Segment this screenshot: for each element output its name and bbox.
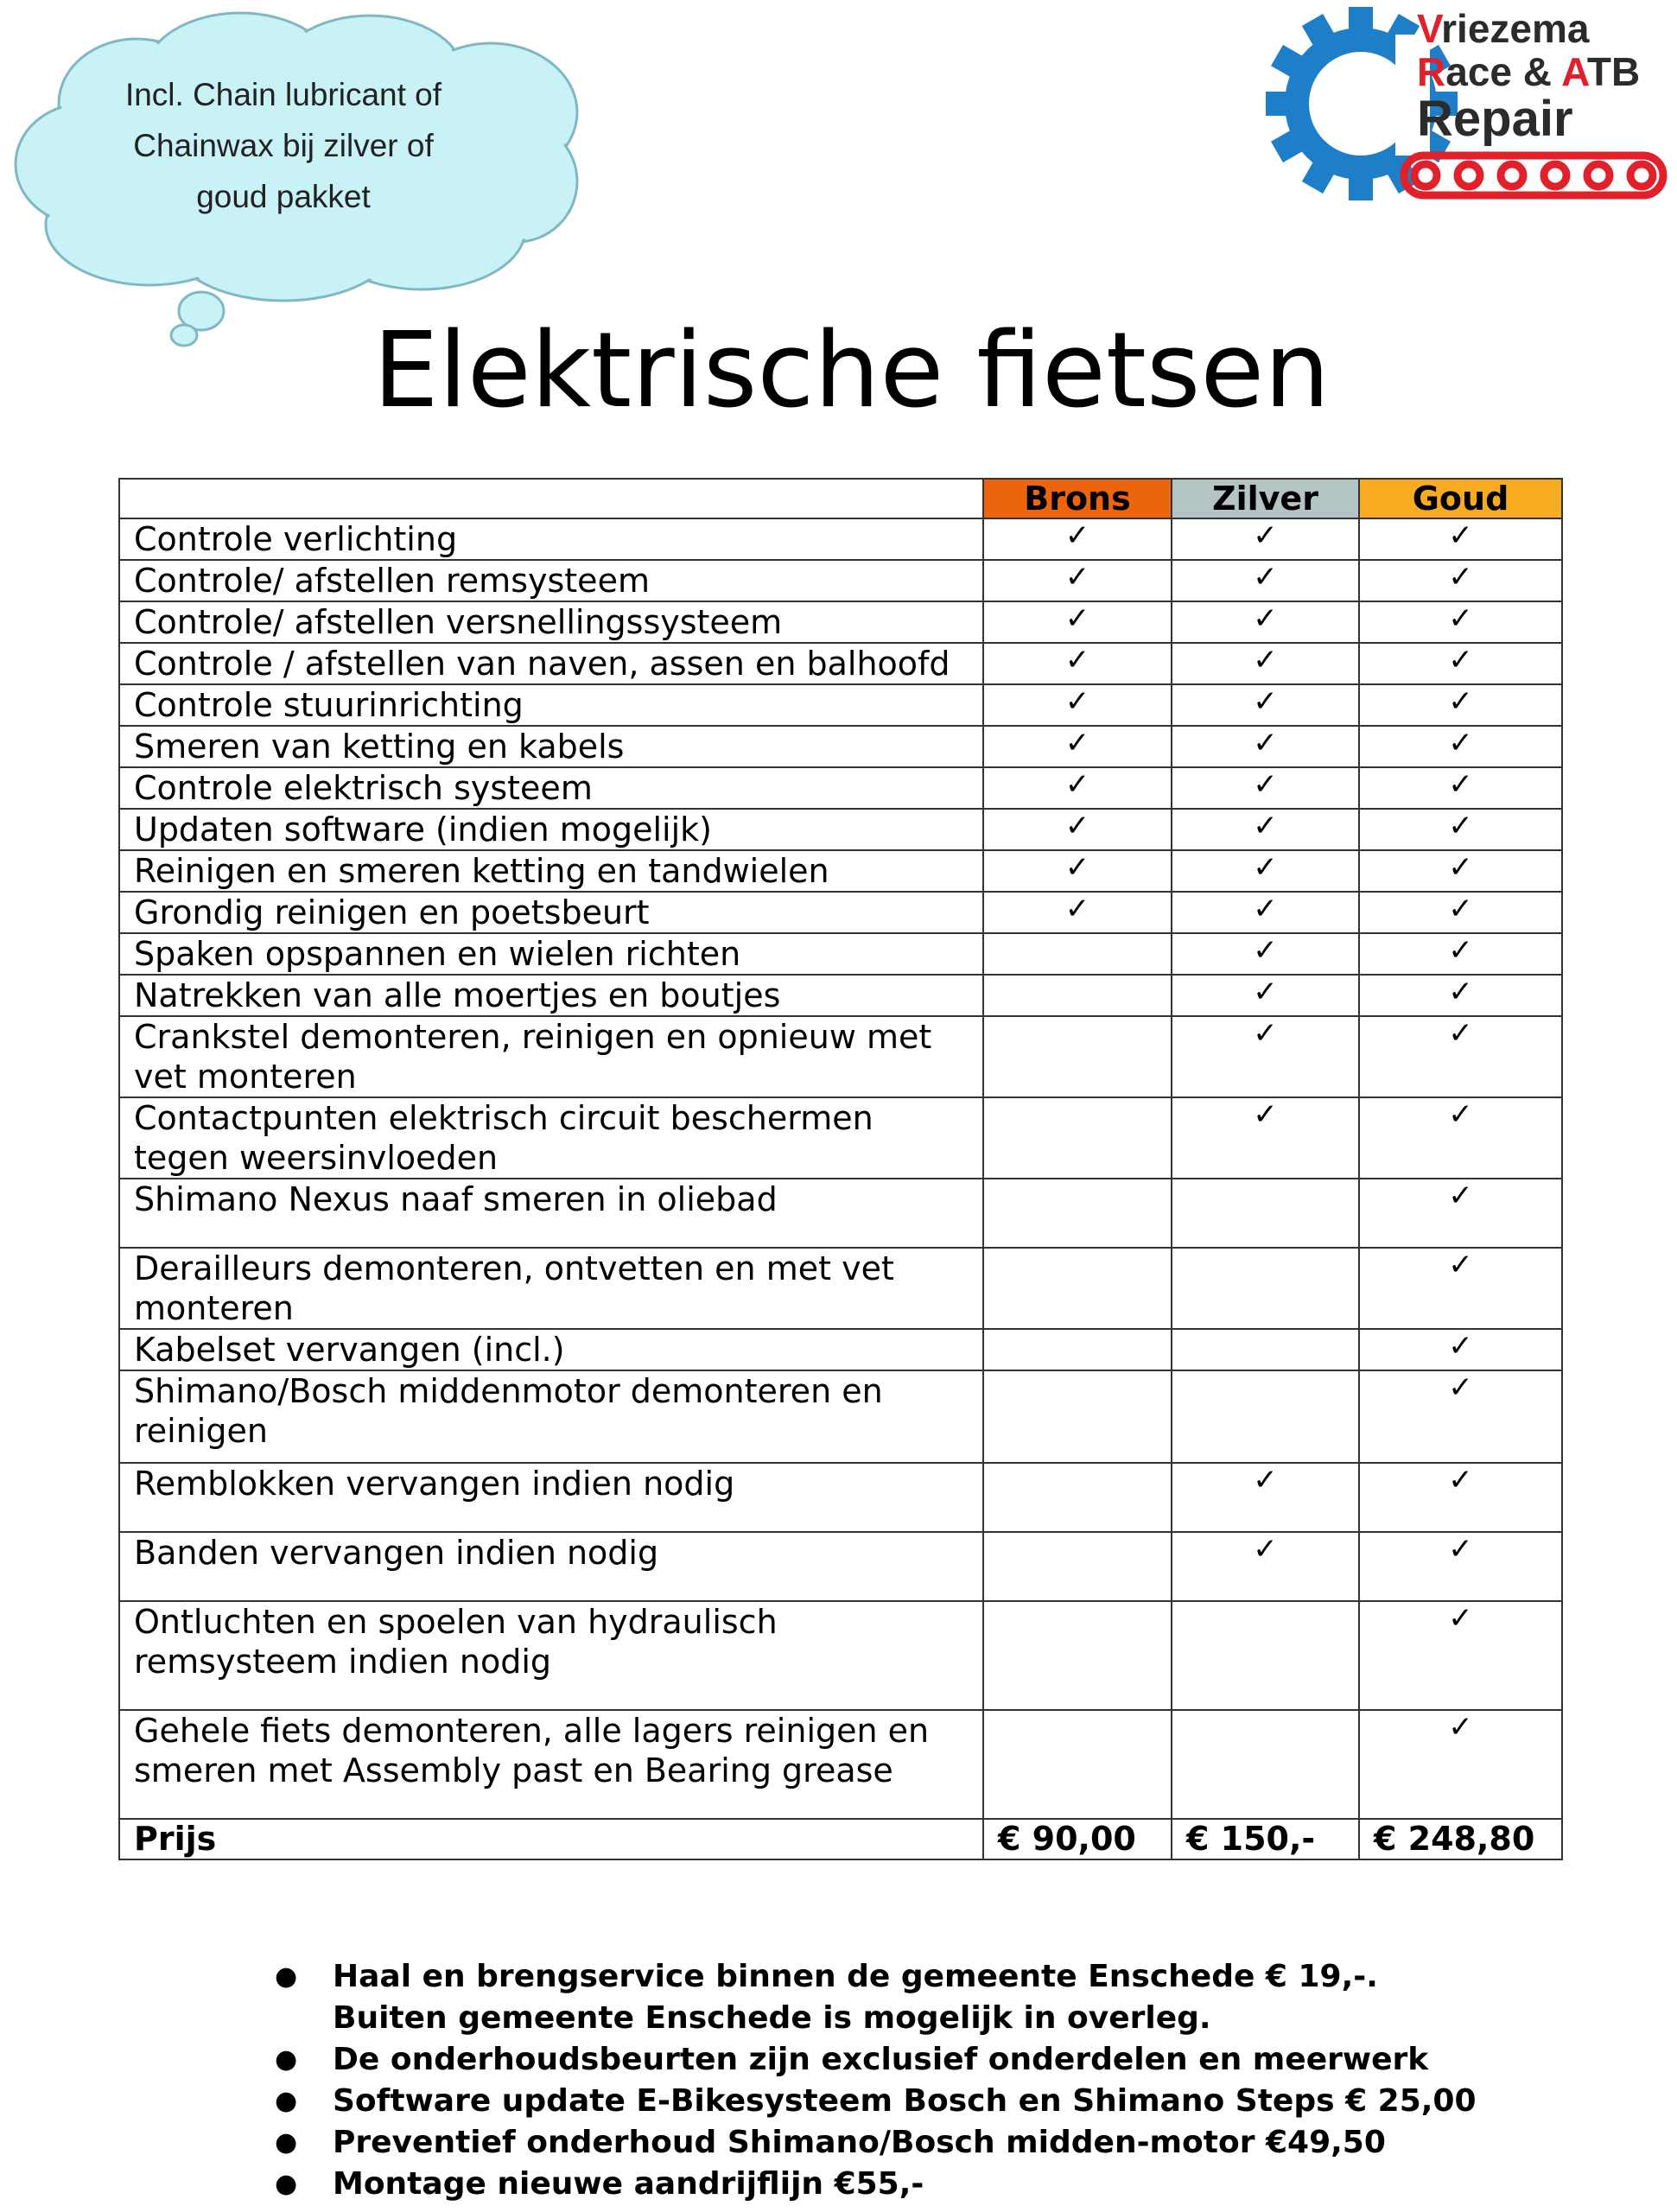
check-goud: ✓ xyxy=(1359,1370,1562,1463)
service-label: Kabelset vervangen (incl.) xyxy=(119,1329,983,1370)
note-item xyxy=(275,2039,1502,2081)
check-goud: ✓ xyxy=(1359,560,1562,601)
check-brons: ✓ xyxy=(983,518,1172,560)
table-row xyxy=(119,1329,1562,1370)
price-label: Prijs xyxy=(119,1819,983,1859)
table-header-row xyxy=(119,479,1562,518)
check-zilver xyxy=(1172,1248,1359,1329)
check-brons: ✓ xyxy=(983,850,1172,892)
check-zilver xyxy=(1172,1601,1359,1710)
thought-cloud xyxy=(7,9,594,354)
check-brons: ✓ xyxy=(983,809,1172,850)
check-zilver: ✓ xyxy=(1172,601,1359,643)
service-label: Remblokken vervangen indien nodig xyxy=(119,1463,983,1532)
check-goud: ✓ xyxy=(1359,767,1562,809)
check-zilver: ✓ xyxy=(1172,892,1359,933)
check-brons xyxy=(983,1097,1172,1179)
check-brons: ✓ xyxy=(983,560,1172,601)
logo-line-3: Repair xyxy=(1417,91,1573,147)
check-brons xyxy=(983,1016,1172,1097)
logo-text xyxy=(1417,7,1640,145)
check-brons: ✓ xyxy=(983,892,1172,933)
service-label: Controle/ afstellen versnellingssysteem xyxy=(119,601,983,643)
check-brons xyxy=(983,975,1172,1016)
check-goud: ✓ xyxy=(1359,643,1562,684)
table-row xyxy=(119,850,1562,892)
header-brons: Brons xyxy=(983,479,1172,518)
check-zilver xyxy=(1172,1710,1359,1819)
logo-line-1: Vriezema xyxy=(1417,6,1590,51)
check-goud: ✓ xyxy=(1359,1463,1562,1532)
check-goud: ✓ xyxy=(1359,684,1562,726)
bullet-icon: ● xyxy=(275,1961,298,1992)
service-label: Derailleurs demonteren, ontvetten en met vet monteren xyxy=(119,1248,983,1329)
table-row xyxy=(119,518,1562,560)
table-row xyxy=(119,1370,1562,1463)
table-row xyxy=(119,1016,1562,1097)
note-text: De onderhoudsbeurten zijn exclusief onderdelen en meerwerk xyxy=(333,2042,1429,2077)
note-item xyxy=(275,1956,1502,2039)
check-brons: ✓ xyxy=(983,643,1172,684)
note-text: Preventief onderhoud Shimano/Bosch midden-motor €49,50 xyxy=(333,2125,1386,2160)
check-brons xyxy=(983,1601,1172,1710)
check-zilver: ✓ xyxy=(1172,643,1359,684)
note-text: Haal en brengservice binnen de gemeente Enschede € 19,-. Buiten gemeente Enschede is mogelijk in overleg. xyxy=(333,1959,1378,2036)
table-row xyxy=(119,1710,1562,1819)
table-row xyxy=(119,767,1562,809)
check-goud: ✓ xyxy=(1359,809,1562,850)
price-brons: € 90,00 xyxy=(983,1819,1172,1859)
check-brons: ✓ xyxy=(983,684,1172,726)
check-zilver: ✓ xyxy=(1172,1016,1359,1097)
service-label: Updaten software (indien mogelijk) xyxy=(119,809,983,850)
table-row xyxy=(119,601,1562,643)
check-zilver: ✓ xyxy=(1172,726,1359,767)
check-brons xyxy=(983,1370,1172,1463)
check-brons: ✓ xyxy=(983,726,1172,767)
check-zilver: ✓ xyxy=(1172,809,1359,850)
table-row xyxy=(119,1463,1562,1532)
check-goud: ✓ xyxy=(1359,518,1562,560)
bullet-icon: ● xyxy=(275,2086,298,2116)
price-row xyxy=(119,1819,1562,1859)
check-goud: ✓ xyxy=(1359,892,1562,933)
check-brons: ✓ xyxy=(983,601,1172,643)
check-brons xyxy=(983,1463,1172,1532)
bullet-icon: ● xyxy=(275,2169,298,2199)
check-zilver: ✓ xyxy=(1172,1532,1359,1601)
service-label: Reinigen en smeren ketting en tandwielen xyxy=(119,850,983,892)
service-label: Spaken opspannen en wielen richten xyxy=(119,933,983,975)
service-label: Banden vervangen indien nodig xyxy=(119,1532,983,1601)
check-zilver xyxy=(1172,1370,1359,1463)
check-zilver xyxy=(1172,1179,1359,1248)
check-goud: ✓ xyxy=(1359,933,1562,975)
table-row xyxy=(119,1179,1562,1248)
price-zilver: € 150,- xyxy=(1172,1819,1359,1859)
price-goud: € 248,80 xyxy=(1359,1819,1562,1859)
service-label: Controle / afstellen van naven, assen en balhoofd xyxy=(119,643,983,684)
table-row xyxy=(119,643,1562,684)
check-zilver: ✓ xyxy=(1172,975,1359,1016)
service-label: Crankstel demonteren, reinigen en opnieuw met vet monteren xyxy=(119,1016,983,1097)
check-goud: ✓ xyxy=(1359,1016,1562,1097)
service-label: Controle verlichting xyxy=(119,518,983,560)
check-brons xyxy=(983,1329,1172,1370)
table-row xyxy=(119,1532,1562,1601)
table-row xyxy=(119,560,1562,601)
service-label: Controle stuurinrichting xyxy=(119,684,983,726)
check-zilver: ✓ xyxy=(1172,933,1359,975)
service-label: Ontluchten en spoelen van hydraulisch remsysteem indien nodig xyxy=(119,1601,983,1710)
header-zilver: Zilver xyxy=(1172,479,1359,518)
table-row xyxy=(119,1601,1562,1710)
check-goud: ✓ xyxy=(1359,975,1562,1016)
table-row xyxy=(119,1248,1562,1329)
check-goud: ✓ xyxy=(1359,1532,1562,1601)
check-zilver: ✓ xyxy=(1172,518,1359,560)
check-brons xyxy=(983,1179,1172,1248)
check-zilver: ✓ xyxy=(1172,850,1359,892)
check-goud: ✓ xyxy=(1359,1329,1562,1370)
check-brons xyxy=(983,1532,1172,1601)
note-text: Software update E-Bikesysteem Bosch en Shimano Steps € 25,00 xyxy=(333,2083,1477,2119)
service-label: Grondig reinigen en poetsbeurt xyxy=(119,892,983,933)
table-row xyxy=(119,809,1562,850)
check-zilver: ✓ xyxy=(1172,767,1359,809)
cloud-line: Chainwax bij zilver of xyxy=(133,128,434,163)
bullet-icon: ● xyxy=(275,2127,298,2158)
check-goud: ✓ xyxy=(1359,601,1562,643)
notes-list xyxy=(275,1956,1502,2205)
check-goud: ✓ xyxy=(1359,850,1562,892)
check-brons xyxy=(983,1710,1172,1819)
note-item xyxy=(275,2081,1502,2122)
cloud-line: Incl. Chain lubricant of xyxy=(124,77,442,112)
service-label: Controle/ afstellen remsysteem xyxy=(119,560,983,601)
header-empty xyxy=(119,479,983,518)
cloud-line: goud pakket xyxy=(196,179,371,214)
check-brons xyxy=(983,1248,1172,1329)
bullet-icon: ● xyxy=(275,2044,298,2075)
check-zilver: ✓ xyxy=(1172,560,1359,601)
check-brons xyxy=(983,933,1172,975)
service-label: Shimano/Bosch middenmotor demonteren en reinigen xyxy=(119,1370,983,1463)
table-row xyxy=(119,726,1562,767)
cloud-text xyxy=(80,69,486,222)
service-label: Contactpunten elektrisch circuit beschermen tegen weersinvloeden xyxy=(119,1097,983,1179)
table-row xyxy=(119,975,1562,1016)
table-row xyxy=(119,933,1562,975)
note-text: Montage nieuwe aandrijflijn €55,- xyxy=(333,2166,924,2202)
check-goud: ✓ xyxy=(1359,1248,1562,1329)
note-item xyxy=(275,2164,1502,2205)
check-zilver xyxy=(1172,1329,1359,1370)
check-goud: ✓ xyxy=(1359,1710,1562,1819)
check-zilver: ✓ xyxy=(1172,1463,1359,1532)
service-label: Controle elektrisch systeem xyxy=(119,767,983,809)
table-row xyxy=(119,1097,1562,1179)
service-table xyxy=(118,478,1563,1860)
service-label: Smeren van ketting en kabels xyxy=(119,726,983,767)
check-goud: ✓ xyxy=(1359,1601,1562,1710)
service-label: Gehele fiets demonteren, alle lagers reinigen en smeren met Assembly past en Bearing grease xyxy=(119,1710,983,1819)
chain-icon xyxy=(1404,156,1663,195)
check-zilver: ✓ xyxy=(1172,1097,1359,1179)
note-item xyxy=(275,2122,1502,2164)
table-row xyxy=(119,892,1562,933)
service-label: Shimano Nexus naaf smeren in oliebad xyxy=(119,1179,983,1248)
check-brons: ✓ xyxy=(983,767,1172,809)
check-goud: ✓ xyxy=(1359,1179,1562,1248)
service-label: Natrekken van alle moertjes en boutjes xyxy=(119,975,983,1016)
table-row xyxy=(119,684,1562,726)
check-zilver: ✓ xyxy=(1172,684,1359,726)
logo-line-2: Race & ATB xyxy=(1417,49,1641,94)
check-goud: ✓ xyxy=(1359,1097,1562,1179)
page-title: Elektrische fietsen xyxy=(372,311,1331,431)
header-goud: Goud xyxy=(1359,479,1562,518)
check-goud: ✓ xyxy=(1359,726,1562,767)
